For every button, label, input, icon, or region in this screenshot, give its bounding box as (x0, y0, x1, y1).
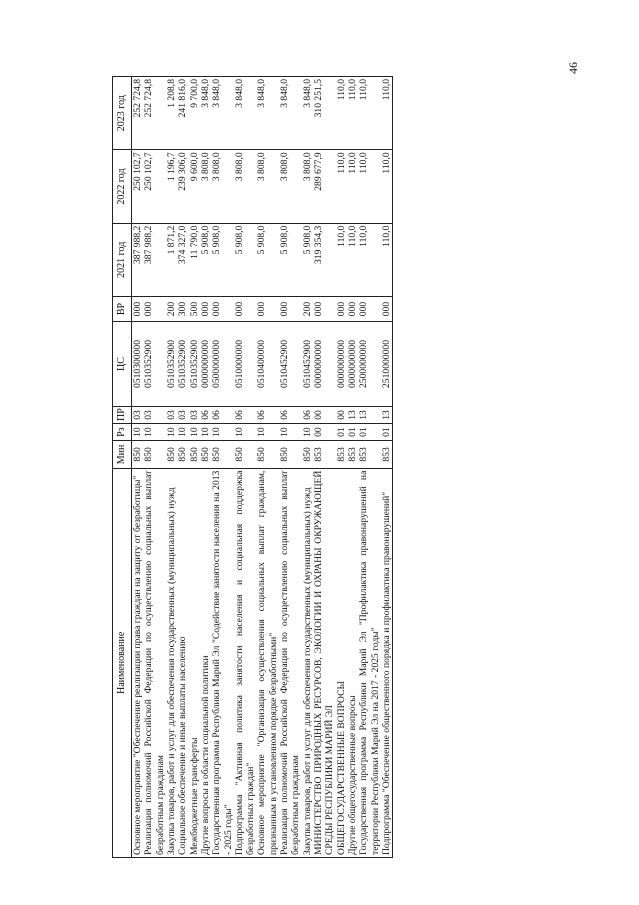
table-row (211, 77, 234, 858)
row-cs: 0510352900 (166, 322, 177, 407)
table-row (336, 77, 347, 858)
row-cs: 0510452900 (279, 322, 302, 407)
row-name: Другие вопросы в области социальной политики (200, 468, 211, 857)
row-rz: 10 (279, 424, 302, 441)
header-pr: ПР (113, 406, 132, 423)
row-min: 850 (256, 441, 279, 468)
row-value-2021: 11 790,0 (189, 223, 200, 296)
row-pr: 06 (211, 406, 234, 423)
row-name: Подпрограмма "Обеспечение общественного порядка и профилактика правонарушений" (381, 468, 393, 857)
row-value-2022: 3 808,0 (279, 150, 302, 223)
row-vr: 000 (347, 296, 358, 321)
row-name: МИНИСТЕРСТВО ПРИРОДНЫХ РЕСУРСОВ, ЭКОЛОГИИ И ОХРАНЫ ОКРУЖАЮЩЕЙ СРЕДЫ РЕСПУБЛИКИ МАРИЙ ЭЛ (313, 468, 336, 857)
row-value-2021: 5 908,0 (302, 223, 313, 296)
row-min: 850 (234, 441, 257, 468)
row-cs: 0000000000 (313, 322, 336, 407)
row-value-2022: 3 808,0 (211, 150, 234, 223)
row-vr: 000 (143, 296, 166, 321)
row-cs: 0510400000 (256, 322, 279, 407)
row-vr: 000 (256, 296, 279, 321)
row-vr: 200 (302, 296, 313, 321)
row-value-2022: 3 808,0 (256, 150, 279, 223)
row-cs: 2500000000 (358, 322, 381, 407)
row-value-2022: 110,0 (381, 150, 393, 223)
row-value-2022: 250 102,7 (132, 150, 144, 223)
row-min: 850 (302, 441, 313, 468)
row-vr: 000 (336, 296, 347, 321)
row-pr: 00 (313, 406, 336, 423)
row-rz: 01 (381, 424, 393, 441)
row-value-2021: 110,0 (336, 223, 347, 296)
row-value-2021: 387 988,2 (143, 223, 166, 296)
table-row (279, 77, 302, 858)
row-vr: 000 (132, 296, 144, 321)
row-name: Государственная программа Республики Марий Эл "Профилактика правонарушений на территории Республики Марий Эл на 2017 - 2025 годы" (358, 468, 381, 857)
row-pr: 06 (200, 406, 211, 423)
table-row (358, 77, 381, 858)
row-value-2022: 110,0 (347, 150, 358, 223)
row-min: 853 (381, 441, 393, 468)
row-min: 850 (143, 441, 166, 468)
row-min: 850 (279, 441, 302, 468)
row-rz: 10 (143, 424, 166, 441)
row-name: Реализация полномочий Российской Федерации по осуществлению социальных выплат безработным гражданам (143, 468, 166, 857)
row-name: Закупка товаров, работ и услуг для обеспечения государственных (муниципальных) нужд (166, 468, 177, 857)
row-cs: 0510300000 (132, 322, 144, 407)
table-body (132, 77, 393, 858)
row-rz: 00 (313, 424, 336, 441)
row-rz: 10 (302, 424, 313, 441)
table-row (313, 77, 336, 858)
row-value-2023: 3 848,0 (302, 77, 313, 150)
row-name: ОБЩЕГОСУДАРСТВЕННЫЕ ВОПРОСЫ (336, 468, 347, 857)
row-value-2023: 110,0 (358, 77, 381, 150)
header-2021: 2021 год (113, 223, 132, 296)
table-row (143, 77, 166, 858)
row-min: 850 (200, 441, 211, 468)
row-value-2023: 110,0 (381, 77, 393, 150)
row-rz: 01 (336, 424, 347, 441)
row-value-2023: 110,0 (347, 77, 358, 150)
row-name: Государственная программа Республики Марий Эл "Содействие занятости населения на 2013 - 2025 годы" (211, 468, 234, 857)
row-value-2023: 3 848,0 (234, 77, 257, 150)
row-value-2022: 3 808,0 (200, 150, 211, 223)
header-2022: 2022 год (113, 150, 132, 223)
row-rz: 10 (166, 424, 177, 441)
budget-table (112, 76, 393, 858)
row-vr: 000 (358, 296, 381, 321)
row-vr: 000 (313, 296, 336, 321)
row-rz: 10 (256, 424, 279, 441)
row-min: 853 (313, 441, 336, 468)
row-min: 853 (347, 441, 358, 468)
row-value-2021: 5 908,0 (279, 223, 302, 296)
row-pr: 03 (189, 406, 200, 423)
row-value-2023: 3 848,0 (279, 77, 302, 150)
row-cs: 0500000000 (211, 322, 234, 407)
row-cs: 0000000000 (200, 322, 211, 407)
row-rz: 01 (347, 424, 358, 441)
row-vr: 000 (200, 296, 211, 321)
table-row (189, 77, 200, 858)
row-cs: 0510452900 (302, 322, 313, 407)
row-min: 850 (177, 441, 188, 468)
row-rz: 10 (189, 424, 200, 441)
row-name: Основное мероприятие "Организация осуществления социальных выплат гражданам, признанным в установленном порядке безработными" (256, 468, 279, 857)
row-value-2022: 110,0 (336, 150, 347, 223)
row-value-2022: 110,0 (358, 150, 381, 223)
row-value-2023: 9 700,0 (189, 77, 200, 150)
row-min: 853 (358, 441, 381, 468)
header-rz: Рз (113, 424, 132, 441)
row-pr: 03 (166, 406, 177, 423)
table-row (234, 77, 257, 858)
row-value-2022: 250 102,7 (143, 150, 166, 223)
page-number: 46 (566, 62, 580, 74)
row-pr: 13 (347, 406, 358, 423)
row-value-2023: 3 848,0 (200, 77, 211, 150)
row-value-2022: 1 196,7 (166, 150, 177, 223)
row-value-2022: 9 600,0 (189, 150, 200, 223)
row-name: Основное мероприятие "Обеспечение реализации права граждан на защиту от безработицы" (132, 468, 144, 857)
table-row (166, 77, 177, 858)
row-value-2023: 241 816,0 (177, 77, 188, 150)
row-value-2021: 5 908,0 (234, 223, 257, 296)
table-row (200, 77, 211, 858)
row-vr: 000 (279, 296, 302, 321)
row-pr: 13 (381, 406, 393, 423)
row-pr: 06 (279, 406, 302, 423)
row-value-2021: 5 908,0 (200, 223, 211, 296)
row-min: 850 (189, 441, 200, 468)
row-value-2023: 3 848,0 (256, 77, 279, 150)
header-vr: ВР (113, 296, 132, 321)
row-rz: 10 (177, 424, 188, 441)
row-rz: 10 (211, 424, 234, 441)
row-rz: 10 (200, 424, 211, 441)
row-min: 850 (132, 441, 144, 468)
row-pr: 03 (177, 406, 188, 423)
row-cs: 0000000000 (347, 322, 358, 407)
table-row (132, 77, 144, 858)
row-value-2023: 252 724,8 (132, 77, 144, 150)
row-value-2021: 110,0 (381, 223, 393, 296)
row-value-2021: 110,0 (358, 223, 381, 296)
row-name: Социальное обеспечение и иные выплаты населению (177, 468, 188, 857)
header-name: Наименование (113, 468, 132, 857)
row-pr: 00 (336, 406, 347, 423)
budget-table-rotated (112, 76, 552, 858)
row-cs: 0510352900 (177, 322, 188, 407)
row-name: Другие общегосударственные вопросы (347, 468, 358, 857)
header-min: Мин (113, 441, 132, 468)
table-row (302, 77, 313, 858)
row-vr: 500 (189, 296, 200, 321)
header-cs: ЦС (113, 322, 132, 407)
row-value-2022: 3 808,0 (302, 150, 313, 223)
row-cs: 0000000000 (336, 322, 347, 407)
row-pr: 03 (143, 406, 166, 423)
row-rz: 10 (234, 424, 257, 441)
table-row (177, 77, 188, 858)
row-pr: 06 (256, 406, 279, 423)
row-cs: 0510000000 (234, 322, 257, 407)
row-vr: 000 (211, 296, 234, 321)
row-name: Подпрограмма "Активная политика занятости населения и социальная поддержка безработных граждан" (234, 468, 257, 857)
row-value-2023: 252 724,8 (143, 77, 166, 150)
row-value-2023: 1 208,8 (166, 77, 177, 150)
row-value-2021: 5 908,0 (256, 223, 279, 296)
row-value-2021: 374 327,0 (177, 223, 188, 296)
row-min: 850 (211, 441, 234, 468)
row-min: 850 (166, 441, 177, 468)
row-pr: 06 (302, 406, 313, 423)
row-value-2023: 3 848,0 (211, 77, 234, 150)
row-value-2021: 1 871,2 (166, 223, 177, 296)
row-value-2022: 3 808,0 (234, 150, 257, 223)
row-vr: 000 (234, 296, 257, 321)
header-2023: 2023 год (113, 77, 132, 150)
row-vr: 000 (381, 296, 393, 321)
row-cs: 0510352900 (143, 322, 166, 407)
row-cs: 2510000000 (381, 322, 393, 407)
table-row (347, 77, 358, 858)
row-pr: 03 (132, 406, 144, 423)
row-value-2023: 310 251,5 (313, 77, 336, 150)
row-rz: 01 (358, 424, 381, 441)
row-vr: 300 (177, 296, 188, 321)
row-value-2021: 5 908,0 (211, 223, 234, 296)
row-value-2021: 387 988,2 (132, 223, 144, 296)
row-vr: 200 (166, 296, 177, 321)
row-pr: 06 (234, 406, 257, 423)
row-name: Реализация полномочий Российской Федерации по осуществлению социальных выплат безработным гражданам (279, 468, 302, 857)
table-row (256, 77, 279, 858)
row-rz: 10 (132, 424, 144, 441)
row-value-2023: 110,0 (336, 77, 347, 150)
row-value-2022: 239 306,0 (177, 150, 188, 223)
table-row (381, 77, 393, 858)
row-name: Закупка товаров, работ и услуг для обеспечения государственных (муниципальных) нужд (302, 468, 313, 857)
row-value-2022: 289 677,9 (313, 150, 336, 223)
table-header (113, 77, 132, 858)
row-cs: 0510352900 (189, 322, 200, 407)
row-min: 853 (336, 441, 347, 468)
row-pr: 13 (358, 406, 381, 423)
row-value-2021: 319 354,3 (313, 223, 336, 296)
row-value-2021: 110,0 (347, 223, 358, 296)
row-name: Межбюджетные трансферты (189, 468, 200, 857)
